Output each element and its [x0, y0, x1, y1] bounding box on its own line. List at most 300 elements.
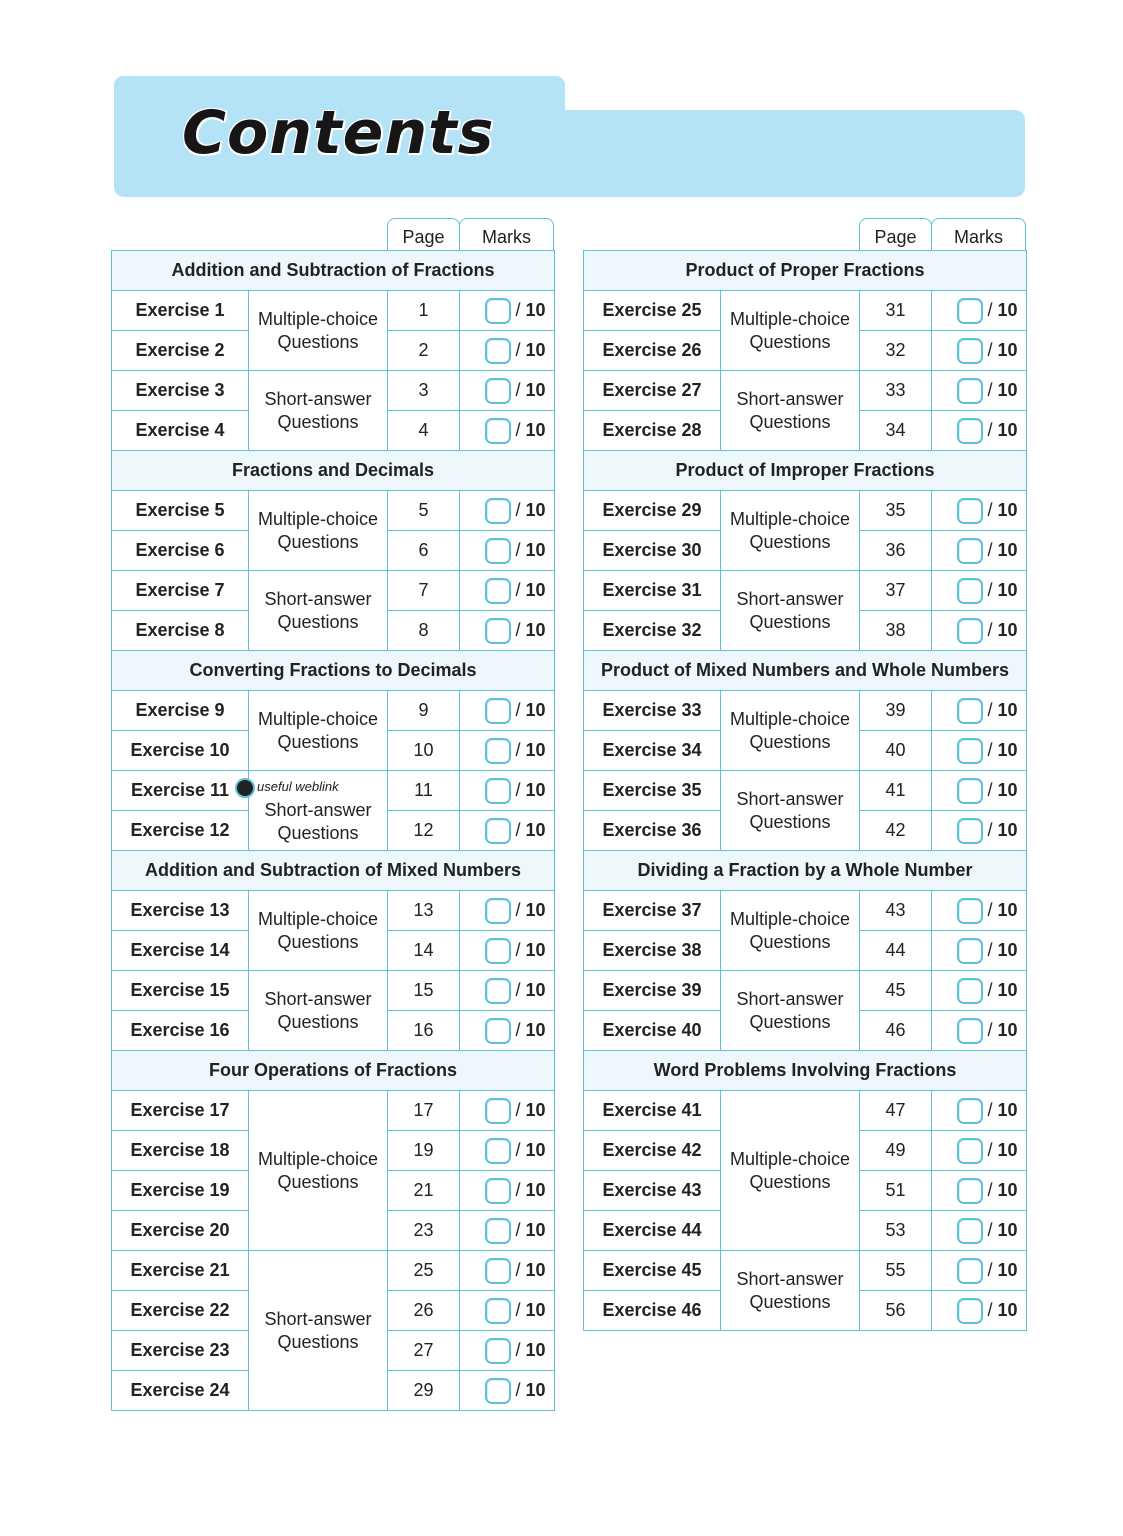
question-type-cell	[721, 571, 860, 651]
marks-total-value: 10	[997, 300, 1018, 320]
exercise-label: Exercise 8	[112, 611, 249, 651]
marks-total: / 10	[987, 740, 1018, 760]
marks-total-value: 10	[525, 380, 546, 400]
marks-input-box[interactable]	[957, 418, 983, 444]
marks-input-box[interactable]	[485, 698, 511, 724]
marks-cell	[932, 1211, 1027, 1251]
page-number: 23	[388, 1211, 460, 1251]
marks-total-value: 10	[997, 740, 1018, 760]
marks-input-box[interactable]	[485, 538, 511, 564]
section-header-row	[584, 651, 1027, 691]
marks-input-box[interactable]	[485, 1378, 511, 1404]
question-type-cell	[721, 1091, 860, 1251]
marks-total: / 10	[987, 500, 1018, 520]
page-title: Contents	[182, 98, 495, 168]
page-number: 47	[860, 1091, 932, 1131]
exercise-label: Exercise 39	[584, 971, 721, 1011]
exercise-row	[584, 771, 1027, 811]
page-number: 43	[860, 891, 932, 931]
marks-input-box[interactable]	[957, 1298, 983, 1324]
marks-input-box[interactable]	[485, 1298, 511, 1324]
marks-cell	[932, 371, 1027, 411]
marks-cell	[932, 1171, 1027, 1211]
question-type-label: Multiple-choice Questions	[257, 1148, 379, 1192]
marks-total: / 10	[987, 380, 1018, 400]
question-type-cell	[249, 771, 388, 851]
marks-input-box[interactable]	[957, 1258, 983, 1284]
marks-total-value: 10	[525, 500, 546, 520]
exercise-row	[112, 371, 555, 411]
question-type-label: Short-answer Questions	[264, 799, 372, 843]
marks-total-value: 10	[997, 380, 1018, 400]
exercise-label: Exercise 7	[112, 571, 249, 611]
marks-input-box[interactable]	[485, 978, 511, 1004]
marks-total: / 10	[515, 1180, 546, 1200]
marks-total: / 10	[515, 1340, 546, 1360]
marks-total: / 10	[987, 1140, 1018, 1160]
marks-cell	[932, 291, 1027, 331]
marks-cell	[460, 1011, 555, 1051]
marks-cell	[460, 891, 555, 931]
marks-total: / 10	[987, 980, 1018, 1000]
section-header-row	[584, 451, 1027, 491]
marks-input-box[interactable]	[957, 1018, 983, 1044]
marks-cell	[932, 731, 1027, 771]
marks-input-box[interactable]	[485, 618, 511, 644]
marks-cell	[932, 411, 1027, 451]
marks-cell	[460, 1091, 555, 1131]
marks-total-value: 10	[997, 1100, 1018, 1120]
marks-total-value: 10	[997, 700, 1018, 720]
page-number: 7	[388, 571, 460, 611]
exercise-label: Exercise 11	[112, 771, 249, 811]
question-type-label: Short-answer Questions	[264, 588, 372, 632]
marks-total: / 10	[515, 540, 546, 560]
marks-cell	[460, 811, 555, 851]
marks-cell	[460, 1291, 555, 1331]
marks-total-value: 10	[997, 580, 1018, 600]
exercise-label: Exercise 37	[584, 891, 721, 931]
exercise-row	[584, 1251, 1027, 1291]
section-title: Four Operations of Fractions	[112, 1051, 555, 1091]
page-number: 39	[860, 691, 932, 731]
marks-input-box[interactable]	[957, 818, 983, 844]
exercise-row	[112, 1251, 555, 1291]
page-number: 42	[860, 811, 932, 851]
exercise-label: Exercise 25	[584, 291, 721, 331]
page-number: 46	[860, 1011, 932, 1051]
marks-total-value: 10	[525, 820, 546, 840]
marks-cell	[932, 531, 1027, 571]
marks-input-box[interactable]	[485, 1178, 511, 1204]
marks-cell	[460, 1251, 555, 1291]
marks-cell	[460, 691, 555, 731]
weblink-label: useful weblink	[257, 779, 339, 794]
marks-input-box[interactable]	[485, 1338, 511, 1364]
marks-input-box[interactable]	[957, 778, 983, 804]
marks-input-box[interactable]	[485, 1018, 511, 1044]
globe-icon	[235, 778, 255, 798]
marks-input-box[interactable]	[485, 738, 511, 764]
marks-input-box[interactable]	[957, 1218, 983, 1244]
marks-input-box[interactable]	[485, 898, 511, 924]
exercise-label: Exercise 42	[584, 1131, 721, 1171]
exercise-label: Exercise 33	[584, 691, 721, 731]
marks-cell	[460, 531, 555, 571]
marks-cell	[932, 1011, 1027, 1051]
marks-total: / 10	[515, 1100, 546, 1120]
question-type-label: Multiple-choice Questions	[729, 908, 851, 952]
marks-total: / 10	[515, 780, 546, 800]
exercise-label: Exercise 13	[112, 891, 249, 931]
exercise-row	[112, 491, 555, 531]
marks-input-box[interactable]	[957, 1098, 983, 1124]
page-number: 6	[388, 531, 460, 571]
marks-input-box[interactable]	[485, 338, 511, 364]
marks-total: / 10	[987, 1100, 1018, 1120]
marks-total-value: 10	[525, 900, 546, 920]
section-header-row	[112, 651, 555, 691]
page-number: 3	[388, 371, 460, 411]
exercise-row	[112, 971, 555, 1011]
section-title: Product of Proper Fractions	[584, 251, 1027, 291]
marks-cell	[460, 1131, 555, 1171]
question-type-cell	[249, 1251, 388, 1411]
marks-total: / 10	[987, 1020, 1018, 1040]
marks-cell	[460, 971, 555, 1011]
marks-input-box[interactable]	[957, 1178, 983, 1204]
marks-total-value: 10	[525, 1180, 546, 1200]
marks-total: / 10	[987, 900, 1018, 920]
marks-input-box[interactable]	[957, 938, 983, 964]
page-number: 1	[388, 291, 460, 331]
marks-total-value: 10	[997, 1260, 1018, 1280]
marks-total-value: 10	[997, 420, 1018, 440]
section-title: Fractions and Decimals	[112, 451, 555, 491]
question-type-cell	[721, 971, 860, 1051]
exercise-row	[112, 571, 555, 611]
marks-total-value: 10	[997, 900, 1018, 920]
marks-total-value: 10	[525, 1380, 546, 1400]
page-number: 5	[388, 491, 460, 531]
contents-table-left	[111, 250, 555, 1411]
question-type-cell	[721, 491, 860, 571]
question-type-label: Short-answer Questions	[736, 988, 844, 1032]
marks-total-value: 10	[525, 420, 546, 440]
marks-total-value: 10	[525, 540, 546, 560]
marks-input-box[interactable]	[485, 778, 511, 804]
marks-total-value: 10	[525, 700, 546, 720]
exercise-label: Exercise 1	[112, 291, 249, 331]
exercise-label: Exercise 10	[112, 731, 249, 771]
exercise-label: Exercise 18	[112, 1131, 249, 1171]
marks-total-value: 10	[525, 940, 546, 960]
question-type-cell	[249, 571, 388, 651]
marks-input-box[interactable]	[485, 378, 511, 404]
page-number: 11	[388, 771, 460, 811]
page-number: 41	[860, 771, 932, 811]
marks-total: / 10	[515, 700, 546, 720]
marks-input-box[interactable]	[485, 1258, 511, 1284]
marks-total-value: 10	[525, 780, 546, 800]
question-type-label: Multiple-choice Questions	[729, 1148, 851, 1192]
question-type-cell	[721, 291, 860, 371]
marks-total: / 10	[515, 900, 546, 920]
marks-total: / 10	[515, 500, 546, 520]
page-number: 55	[860, 1251, 932, 1291]
marks-input-box[interactable]	[485, 818, 511, 844]
marks-input-box[interactable]	[957, 698, 983, 724]
question-type-cell	[249, 891, 388, 971]
exercise-label: Exercise 29	[584, 491, 721, 531]
exercise-row	[584, 1091, 1027, 1131]
marks-cell	[460, 291, 555, 331]
page-number: 27	[388, 1331, 460, 1371]
exercise-row	[112, 1091, 555, 1131]
exercise-label: Exercise 46	[584, 1291, 721, 1331]
marks-cell	[460, 1211, 555, 1251]
exercise-label: Exercise 2	[112, 331, 249, 371]
marks-input-box[interactable]	[957, 738, 983, 764]
page-number: 33	[860, 371, 932, 411]
marks-total-value: 10	[525, 340, 546, 360]
question-type-label: Multiple-choice Questions	[729, 308, 851, 352]
question-type-label: Multiple-choice Questions	[729, 708, 851, 752]
question-type-label: Multiple-choice Questions	[257, 908, 379, 952]
marks-total: / 10	[515, 380, 546, 400]
marks-input-box[interactable]	[485, 1218, 511, 1244]
exercise-label: Exercise 35	[584, 771, 721, 811]
section-header-row	[112, 251, 555, 291]
marks-input-box[interactable]	[957, 498, 983, 524]
marks-cell	[932, 971, 1027, 1011]
marks-input-box[interactable]	[957, 338, 983, 364]
page-number: 14	[388, 931, 460, 971]
marks-total: / 10	[515, 1020, 546, 1040]
marks-total-value: 10	[997, 1140, 1018, 1160]
marks-total: / 10	[987, 820, 1018, 840]
page-number: 21	[388, 1171, 460, 1211]
marks-total-value: 10	[997, 500, 1018, 520]
question-type-label: Short-answer Questions	[264, 988, 372, 1032]
section-title: Word Problems Involving Fractions	[584, 1051, 1027, 1091]
exercise-label: Exercise 22	[112, 1291, 249, 1331]
marks-total-value: 10	[997, 1020, 1018, 1040]
page-number: 49	[860, 1131, 932, 1171]
marks-total: / 10	[515, 1380, 546, 1400]
marks-cell	[932, 1291, 1027, 1331]
question-type-cell	[721, 891, 860, 971]
page-number: 36	[860, 531, 932, 571]
question-type-cell	[721, 1251, 860, 1331]
marks-total: / 10	[515, 1220, 546, 1240]
marks-total: / 10	[987, 780, 1018, 800]
page-number: 15	[388, 971, 460, 1011]
marks-cell	[460, 771, 555, 811]
exercise-label: Exercise 3	[112, 371, 249, 411]
page-number: 25	[388, 1251, 460, 1291]
page-number: 51	[860, 1171, 932, 1211]
marks-input-box[interactable]	[485, 1138, 511, 1164]
marks-total-value: 10	[525, 1300, 546, 1320]
exercise-row	[584, 291, 1027, 331]
question-type-cell	[249, 691, 388, 771]
exercise-label: Exercise 43	[584, 1171, 721, 1211]
marks-total: / 10	[515, 980, 546, 1000]
question-type-label: Multiple-choice Questions	[257, 508, 379, 552]
marks-cell	[932, 571, 1027, 611]
marks-cell	[932, 891, 1027, 931]
marks-total-value: 10	[997, 780, 1018, 800]
marks-input-box[interactable]	[957, 1138, 983, 1164]
page-number: 34	[860, 411, 932, 451]
marks-total-value: 10	[997, 1300, 1018, 1320]
exercise-label: Exercise 16	[112, 1011, 249, 1051]
exercise-label: Exercise 27	[584, 371, 721, 411]
section-title: Addition and Subtraction of Fractions	[112, 251, 555, 291]
marks-input-box[interactable]	[957, 298, 983, 324]
page-number: 32	[860, 331, 932, 371]
page-number: 45	[860, 971, 932, 1011]
question-type-label: Short-answer Questions	[264, 388, 372, 432]
section-header-row	[112, 851, 555, 891]
question-type-label: Multiple-choice Questions	[257, 708, 379, 752]
exercise-label: Exercise 24	[112, 1371, 249, 1411]
marks-input-box[interactable]	[957, 578, 983, 604]
marks-total: / 10	[987, 540, 1018, 560]
marks-total-value: 10	[525, 740, 546, 760]
marks-cell	[932, 931, 1027, 971]
exercise-label: Exercise 15	[112, 971, 249, 1011]
marks-total: / 10	[987, 1220, 1018, 1240]
marks-cell	[932, 811, 1027, 851]
marks-input-box[interactable]	[485, 938, 511, 964]
page-number: 26	[388, 1291, 460, 1331]
page-number: 13	[388, 891, 460, 931]
marks-total-value: 10	[997, 980, 1018, 1000]
marks-input-box[interactable]	[485, 298, 511, 324]
page-number: 35	[860, 491, 932, 531]
marks-column-header: Marks	[931, 218, 1026, 250]
useful-weblink[interactable]	[235, 775, 339, 798]
marks-input-box[interactable]	[485, 578, 511, 604]
question-type-cell	[721, 371, 860, 451]
marks-cell	[932, 331, 1027, 371]
page-number: 19	[388, 1131, 460, 1171]
question-type-label: Short-answer Questions	[736, 588, 844, 632]
page-number: 29	[388, 1371, 460, 1411]
marks-total: / 10	[515, 420, 546, 440]
exercise-label: Exercise 6	[112, 531, 249, 571]
page-number: 17	[388, 1091, 460, 1131]
marks-cell	[932, 1131, 1027, 1171]
marks-total-value: 10	[525, 580, 546, 600]
exercise-row	[112, 691, 555, 731]
marks-cell	[460, 1371, 555, 1411]
exercise-row	[584, 691, 1027, 731]
marks-total-value: 10	[997, 820, 1018, 840]
marks-input-box[interactable]	[957, 618, 983, 644]
page-number: 40	[860, 731, 932, 771]
marks-total: / 10	[987, 1180, 1018, 1200]
question-type-label: Short-answer Questions	[736, 788, 844, 832]
exercise-label: Exercise 21	[112, 1251, 249, 1291]
marks-input-box[interactable]	[485, 1098, 511, 1124]
marks-input-box[interactable]	[957, 378, 983, 404]
marks-cell	[932, 691, 1027, 731]
marks-total: / 10	[515, 620, 546, 640]
marks-total-value: 10	[997, 620, 1018, 640]
exercise-label: Exercise 32	[584, 611, 721, 651]
question-type-cell	[249, 971, 388, 1051]
marks-total: / 10	[987, 1260, 1018, 1280]
page-number: 16	[388, 1011, 460, 1051]
marks-cell	[932, 1251, 1027, 1291]
marks-total: / 10	[987, 300, 1018, 320]
question-type-label: Short-answer Questions	[264, 1308, 372, 1352]
section-title: Product of Mixed Numbers and Whole Numbers	[584, 651, 1027, 691]
marks-cell	[460, 931, 555, 971]
marks-total: / 10	[515, 940, 546, 960]
page-number: 38	[860, 611, 932, 651]
marks-input-box[interactable]	[957, 898, 983, 924]
marks-total: / 10	[987, 1300, 1018, 1320]
exercise-label: Exercise 9	[112, 691, 249, 731]
marks-cell	[460, 1171, 555, 1211]
exercise-label: Exercise 12	[112, 811, 249, 851]
exercise-label: Exercise 45	[584, 1251, 721, 1291]
page-number: 10	[388, 731, 460, 771]
exercise-label: Exercise 28	[584, 411, 721, 451]
marks-cell	[460, 1331, 555, 1371]
marks-cell	[460, 571, 555, 611]
marks-total: / 10	[515, 300, 546, 320]
marks-total-value: 10	[525, 1100, 546, 1120]
section-header-row	[584, 1051, 1027, 1091]
section-header-row	[112, 451, 555, 491]
exercise-label: Exercise 26	[584, 331, 721, 371]
page-number: 8	[388, 611, 460, 651]
marks-cell	[460, 371, 555, 411]
marks-total: / 10	[515, 1140, 546, 1160]
question-type-cell	[249, 371, 388, 451]
marks-input-box[interactable]	[485, 418, 511, 444]
page-column-header: Page	[859, 218, 932, 250]
exercise-label: Exercise 31	[584, 571, 721, 611]
marks-total: / 10	[987, 340, 1018, 360]
marks-cell	[460, 611, 555, 651]
exercise-label: Exercise 34	[584, 731, 721, 771]
marks-input-box[interactable]	[485, 498, 511, 524]
marks-input-box[interactable]	[957, 538, 983, 564]
marks-total: / 10	[987, 620, 1018, 640]
question-type-cell	[721, 771, 860, 851]
marks-total: / 10	[515, 740, 546, 760]
marks-cell	[932, 771, 1027, 811]
page-number: 12	[388, 811, 460, 851]
marks-input-box[interactable]	[957, 978, 983, 1004]
page-number: 2	[388, 331, 460, 371]
exercise-row	[584, 491, 1027, 531]
marks-total-value: 10	[525, 300, 546, 320]
marks-total-value: 10	[997, 1220, 1018, 1240]
exercise-label: Exercise 44	[584, 1211, 721, 1251]
exercise-label: Exercise 14	[112, 931, 249, 971]
exercise-label: Exercise 17	[112, 1091, 249, 1131]
page-number: 31	[860, 291, 932, 331]
exercise-label: Exercise 30	[584, 531, 721, 571]
page-number: 53	[860, 1211, 932, 1251]
